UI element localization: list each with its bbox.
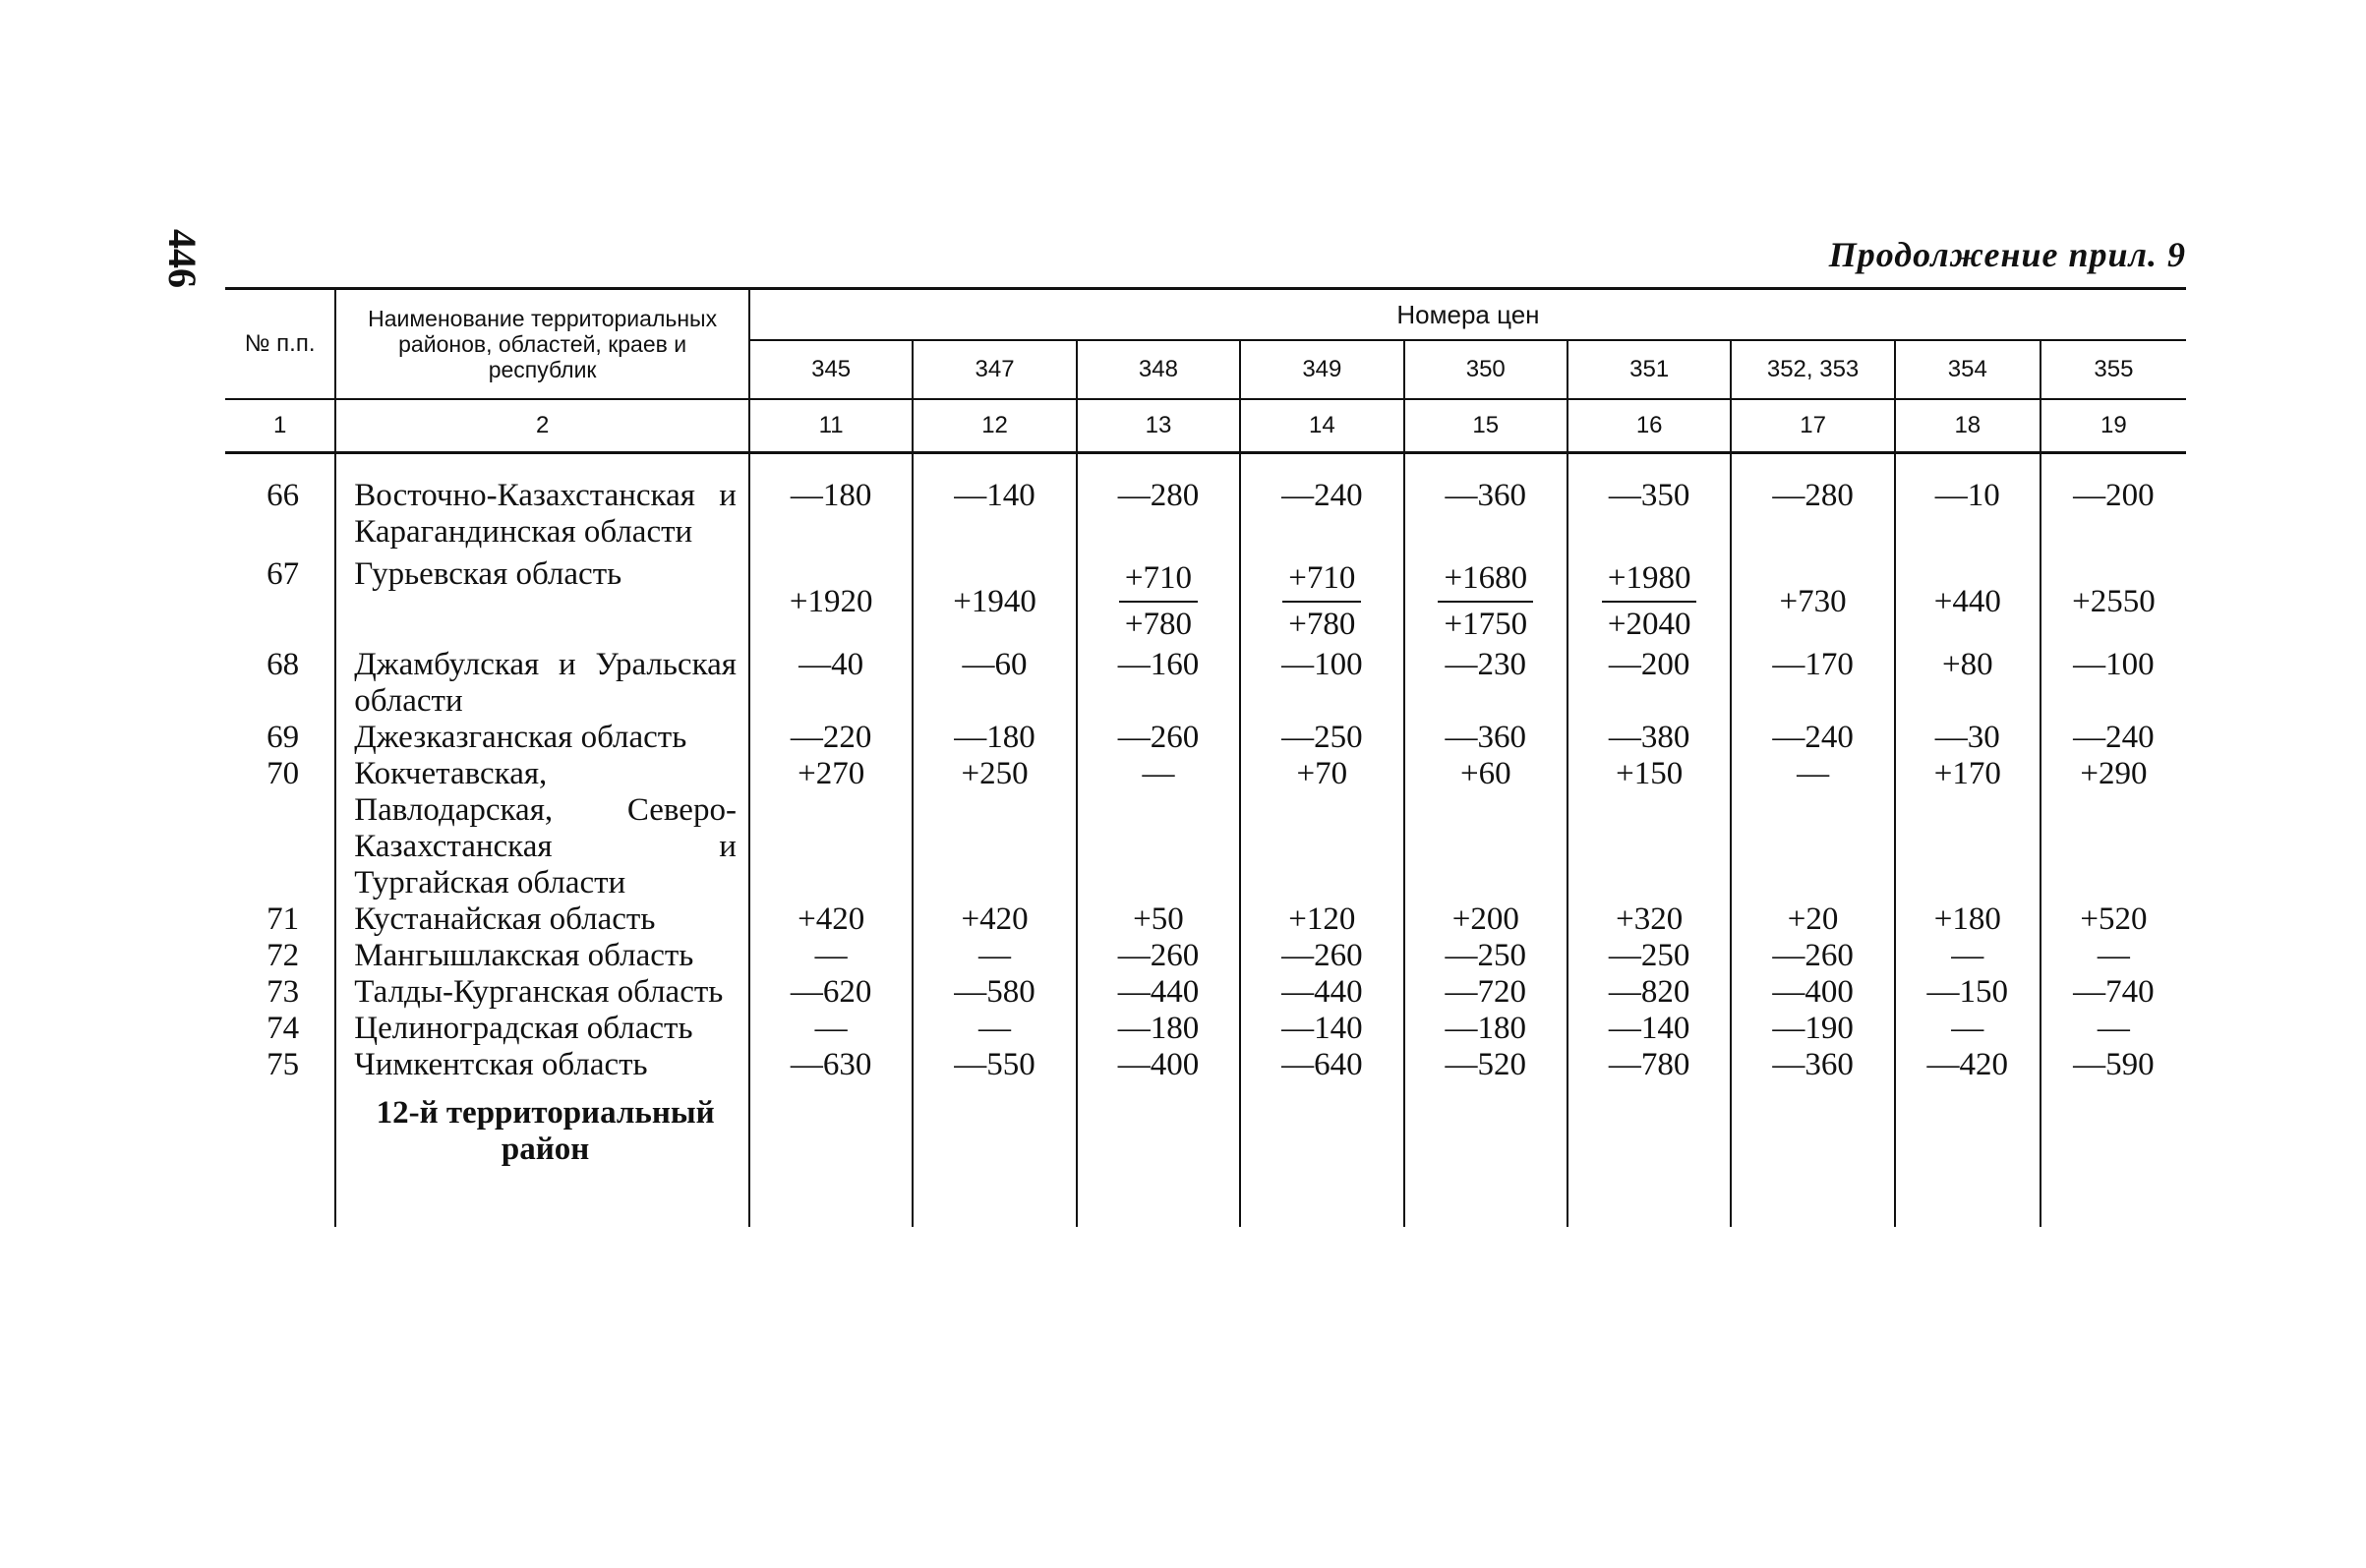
row-number: 74 — [266, 1011, 300, 1046]
row-value: —200 — [2041, 453, 2186, 552]
row-value: —190 — [1731, 1011, 1894, 1047]
header-column-number: 16 — [1567, 399, 1731, 453]
section-row — [225, 1083, 2186, 1168]
row-value: +420 — [913, 901, 1076, 938]
table-row — [225, 1011, 2186, 1047]
empty-cell — [2041, 1083, 2186, 1168]
table-row — [225, 551, 2186, 647]
row-region-name: Талды-Курганская область — [335, 974, 749, 1011]
fraction-numerator: +1680 — [1438, 556, 1533, 603]
row-value: +420 — [749, 901, 913, 938]
row-value: +730 — [1731, 551, 1894, 647]
fraction-numerator: +710 — [1282, 556, 1361, 603]
row-value: —260 — [1731, 938, 1894, 974]
row-value — [1567, 551, 1731, 647]
row-value: —60 — [913, 647, 1076, 720]
row-region-name: Гурьевская область — [335, 551, 749, 647]
fraction-numerator: +1980 — [1602, 556, 1697, 603]
row-value: —590 — [2041, 1047, 2186, 1083]
row-value: —240 — [1240, 453, 1403, 552]
row-value: —260 — [1077, 938, 1240, 974]
row-value: —640 — [1240, 1047, 1403, 1083]
row-value: —280 — [1077, 453, 1240, 552]
table-row — [225, 938, 2186, 974]
row-value: —150 — [1895, 974, 2041, 1011]
row-value: —720 — [1404, 974, 1567, 1011]
row-value: +80 — [1895, 647, 2041, 720]
empty-cell — [1895, 1168, 2041, 1227]
empty-cell — [913, 1168, 1076, 1227]
row-number: 71 — [266, 901, 300, 937]
empty-cell — [225, 1168, 335, 1227]
row-value: —620 — [749, 974, 913, 1011]
row-value: —250 — [1404, 938, 1567, 974]
row-value: —100 — [1240, 647, 1403, 720]
row-value: —180 — [1077, 1011, 1240, 1047]
row-value: —360 — [1404, 453, 1567, 552]
empty-cell — [749, 1168, 913, 1227]
row-value: —140 — [1567, 1011, 1731, 1047]
row-value: —780 — [1567, 1047, 1731, 1083]
row-number: 72 — [266, 938, 300, 973]
row-value: +2550 — [2041, 551, 2186, 647]
header-price-1: 345 — [749, 340, 913, 399]
row-value: —180 — [1404, 1011, 1567, 1047]
row-value: —170 — [1731, 647, 1894, 720]
table-row — [225, 901, 2186, 938]
row-value: +250 — [913, 756, 1076, 901]
empty-cell — [1404, 1168, 1567, 1227]
table-row — [225, 1047, 2186, 1083]
row-region-name: Целиноградская область — [335, 1011, 749, 1047]
row-value: —520 — [1404, 1047, 1567, 1083]
empty-cell — [335, 1168, 749, 1227]
empty-cell — [2041, 1168, 2186, 1227]
header-column-number: 13 — [1077, 399, 1240, 453]
fraction-numerator: +710 — [1119, 556, 1198, 603]
table-body — [225, 453, 2186, 1228]
fraction-denominator: +2040 — [1607, 607, 1691, 642]
fraction-value — [1119, 556, 1198, 647]
row-value: —440 — [1077, 974, 1240, 1011]
row-value: +180 — [1895, 901, 2041, 938]
fraction-value — [1438, 556, 1533, 647]
row-value: —140 — [1240, 1011, 1403, 1047]
row-value: +440 — [1895, 551, 2041, 647]
row-region-name: Чимкентская область — [335, 1047, 749, 1083]
row-value: —280 — [1731, 453, 1894, 552]
fraction-denominator: +780 — [1288, 607, 1356, 642]
empty-cell — [1731, 1168, 1894, 1227]
header-column-number: 18 — [1895, 399, 2041, 453]
row-value — [1077, 551, 1240, 647]
row-value: — — [749, 1011, 913, 1047]
header-number-column: № п.п. — [225, 289, 335, 400]
row-region-name: Кокчетавская, Павлодарская, Северо-Казахстанская и Тургайская области — [335, 756, 749, 901]
price-table-sheet — [225, 287, 2186, 1227]
row-value: —30 — [1895, 720, 2041, 756]
row-value: — — [1895, 938, 2041, 974]
fraction-denominator: +780 — [1124, 607, 1193, 642]
empty-cell — [1567, 1083, 1731, 1168]
row-value: —550 — [913, 1047, 1076, 1083]
table-row — [225, 647, 2186, 720]
row-value: +320 — [1567, 901, 1731, 938]
table-header — [225, 289, 2186, 453]
header-price-8: 354 — [1895, 340, 2041, 399]
row-value: — — [749, 938, 913, 974]
header-column-numbers — [225, 399, 2186, 453]
row-value: —230 — [1404, 647, 1567, 720]
row-value: — — [1895, 1011, 2041, 1047]
row-value: —420 — [1895, 1047, 2041, 1083]
header-price-9: 355 — [2041, 340, 2186, 399]
row-value — [1404, 551, 1567, 647]
row-number: 70 — [266, 756, 300, 791]
row-region-name: Джезказганская область — [335, 720, 749, 756]
row-value: — — [2041, 1011, 2186, 1047]
row-value: +520 — [2041, 901, 2186, 938]
row-number: 67 — [266, 556, 300, 592]
table-row — [225, 756, 2186, 901]
row-value: +70 — [1240, 756, 1403, 901]
row-value: —380 — [1567, 720, 1731, 756]
header-price-6: 351 — [1567, 340, 1731, 399]
row-value: — — [1731, 756, 1894, 901]
fraction-value — [1282, 556, 1361, 647]
row-value: +60 — [1404, 756, 1567, 901]
row-value: —140 — [913, 453, 1076, 552]
price-table — [225, 287, 2186, 1227]
row-value: —400 — [1077, 1047, 1240, 1083]
row-region-name: Кустанайская область — [335, 901, 749, 938]
row-value: +20 — [1731, 901, 1894, 938]
empty-cell — [1895, 1083, 2041, 1168]
row-value — [1240, 551, 1403, 647]
row-value: +1940 — [913, 551, 1076, 647]
empty-cell — [1077, 1168, 1240, 1227]
row-value: —250 — [1240, 720, 1403, 756]
spacer-row — [225, 1168, 2186, 1227]
row-value: +200 — [1404, 901, 1567, 938]
header-price-5: 350 — [1404, 340, 1567, 399]
row-value: —820 — [1567, 974, 1731, 1011]
header-column-number: 2 — [335, 399, 749, 453]
row-value: —350 — [1567, 453, 1731, 552]
row-value: —200 — [1567, 647, 1731, 720]
row-number: 73 — [266, 974, 300, 1010]
row-value: +50 — [1077, 901, 1240, 938]
row-value: —220 — [749, 720, 913, 756]
row-value: —40 — [749, 647, 913, 720]
header-name-column: Наименование территориальных районов, областей, краев и республик — [335, 289, 749, 400]
empty-cell — [1567, 1168, 1731, 1227]
row-number: 75 — [266, 1047, 300, 1082]
row-value: —180 — [913, 720, 1076, 756]
row-region-name: Мангышлакская область — [335, 938, 749, 974]
header-column-number: 17 — [1731, 399, 1894, 453]
header-price-3: 348 — [1077, 340, 1240, 399]
header-column-number: 15 — [1404, 399, 1567, 453]
table-row — [225, 720, 2186, 756]
row-value: — — [913, 1011, 1076, 1047]
row-value: —360 — [1731, 1047, 1894, 1083]
empty-cell — [749, 1083, 913, 1168]
header-price-group: Номера цен — [749, 289, 2186, 341]
row-value: —260 — [1077, 720, 1240, 756]
section-number-cell — [225, 1083, 335, 1168]
fraction-value — [1602, 556, 1697, 647]
header-column-number: 1 — [225, 399, 335, 453]
fraction-denominator: +1750 — [1444, 607, 1528, 642]
page-number: 446 — [160, 229, 205, 288]
row-value: —440 — [1240, 974, 1403, 1011]
header-column-number: 19 — [2041, 399, 2186, 453]
row-region-name: Джамбулская и Уральская области — [335, 647, 749, 720]
row-value: +170 — [1895, 756, 2041, 901]
row-value: +290 — [2041, 756, 2186, 901]
header-column-number: 14 — [1240, 399, 1403, 453]
row-value: —400 — [1731, 974, 1894, 1011]
row-value: — — [1077, 756, 1240, 901]
empty-cell — [1404, 1083, 1567, 1168]
row-value: —740 — [2041, 974, 2186, 1011]
row-value: —580 — [913, 974, 1076, 1011]
header-price-4: 349 — [1240, 340, 1403, 399]
empty-cell — [1731, 1083, 1894, 1168]
row-value: —10 — [1895, 453, 2041, 552]
table-row — [225, 974, 2186, 1011]
row-value: —240 — [1731, 720, 1894, 756]
row-value: +1920 — [749, 551, 913, 647]
row-value: —160 — [1077, 647, 1240, 720]
row-number: 66 — [266, 478, 300, 513]
row-value: —360 — [1404, 720, 1567, 756]
header-column-number: 12 — [913, 399, 1076, 453]
row-number: 69 — [266, 720, 300, 755]
row-number: 68 — [266, 647, 300, 682]
header-column-number: 11 — [749, 399, 913, 453]
empty-cell — [913, 1083, 1076, 1168]
section-title: 12-й территориальный район — [335, 1083, 749, 1168]
header-price-7: 352, 353 — [1731, 340, 1894, 399]
row-value: +150 — [1567, 756, 1731, 901]
row-value: —180 — [749, 453, 913, 552]
continuation-caption: Продолжение прил. 9 — [1828, 235, 2186, 274]
row-value: — — [2041, 938, 2186, 974]
row-value: —250 — [1567, 938, 1731, 974]
empty-cell — [1240, 1168, 1403, 1227]
empty-cell — [1240, 1083, 1403, 1168]
row-value: —100 — [2041, 647, 2186, 720]
row-value: —240 — [2041, 720, 2186, 756]
row-value: —630 — [749, 1047, 913, 1083]
row-value: +120 — [1240, 901, 1403, 938]
table-row — [225, 453, 2186, 552]
row-value: +270 — [749, 756, 913, 901]
empty-cell — [1077, 1083, 1240, 1168]
row-value: — — [913, 938, 1076, 974]
row-value: —260 — [1240, 938, 1403, 974]
header-price-2: 347 — [913, 340, 1076, 399]
row-region-name: Восточно-Казахстанская и Карагандинская области — [335, 453, 749, 552]
